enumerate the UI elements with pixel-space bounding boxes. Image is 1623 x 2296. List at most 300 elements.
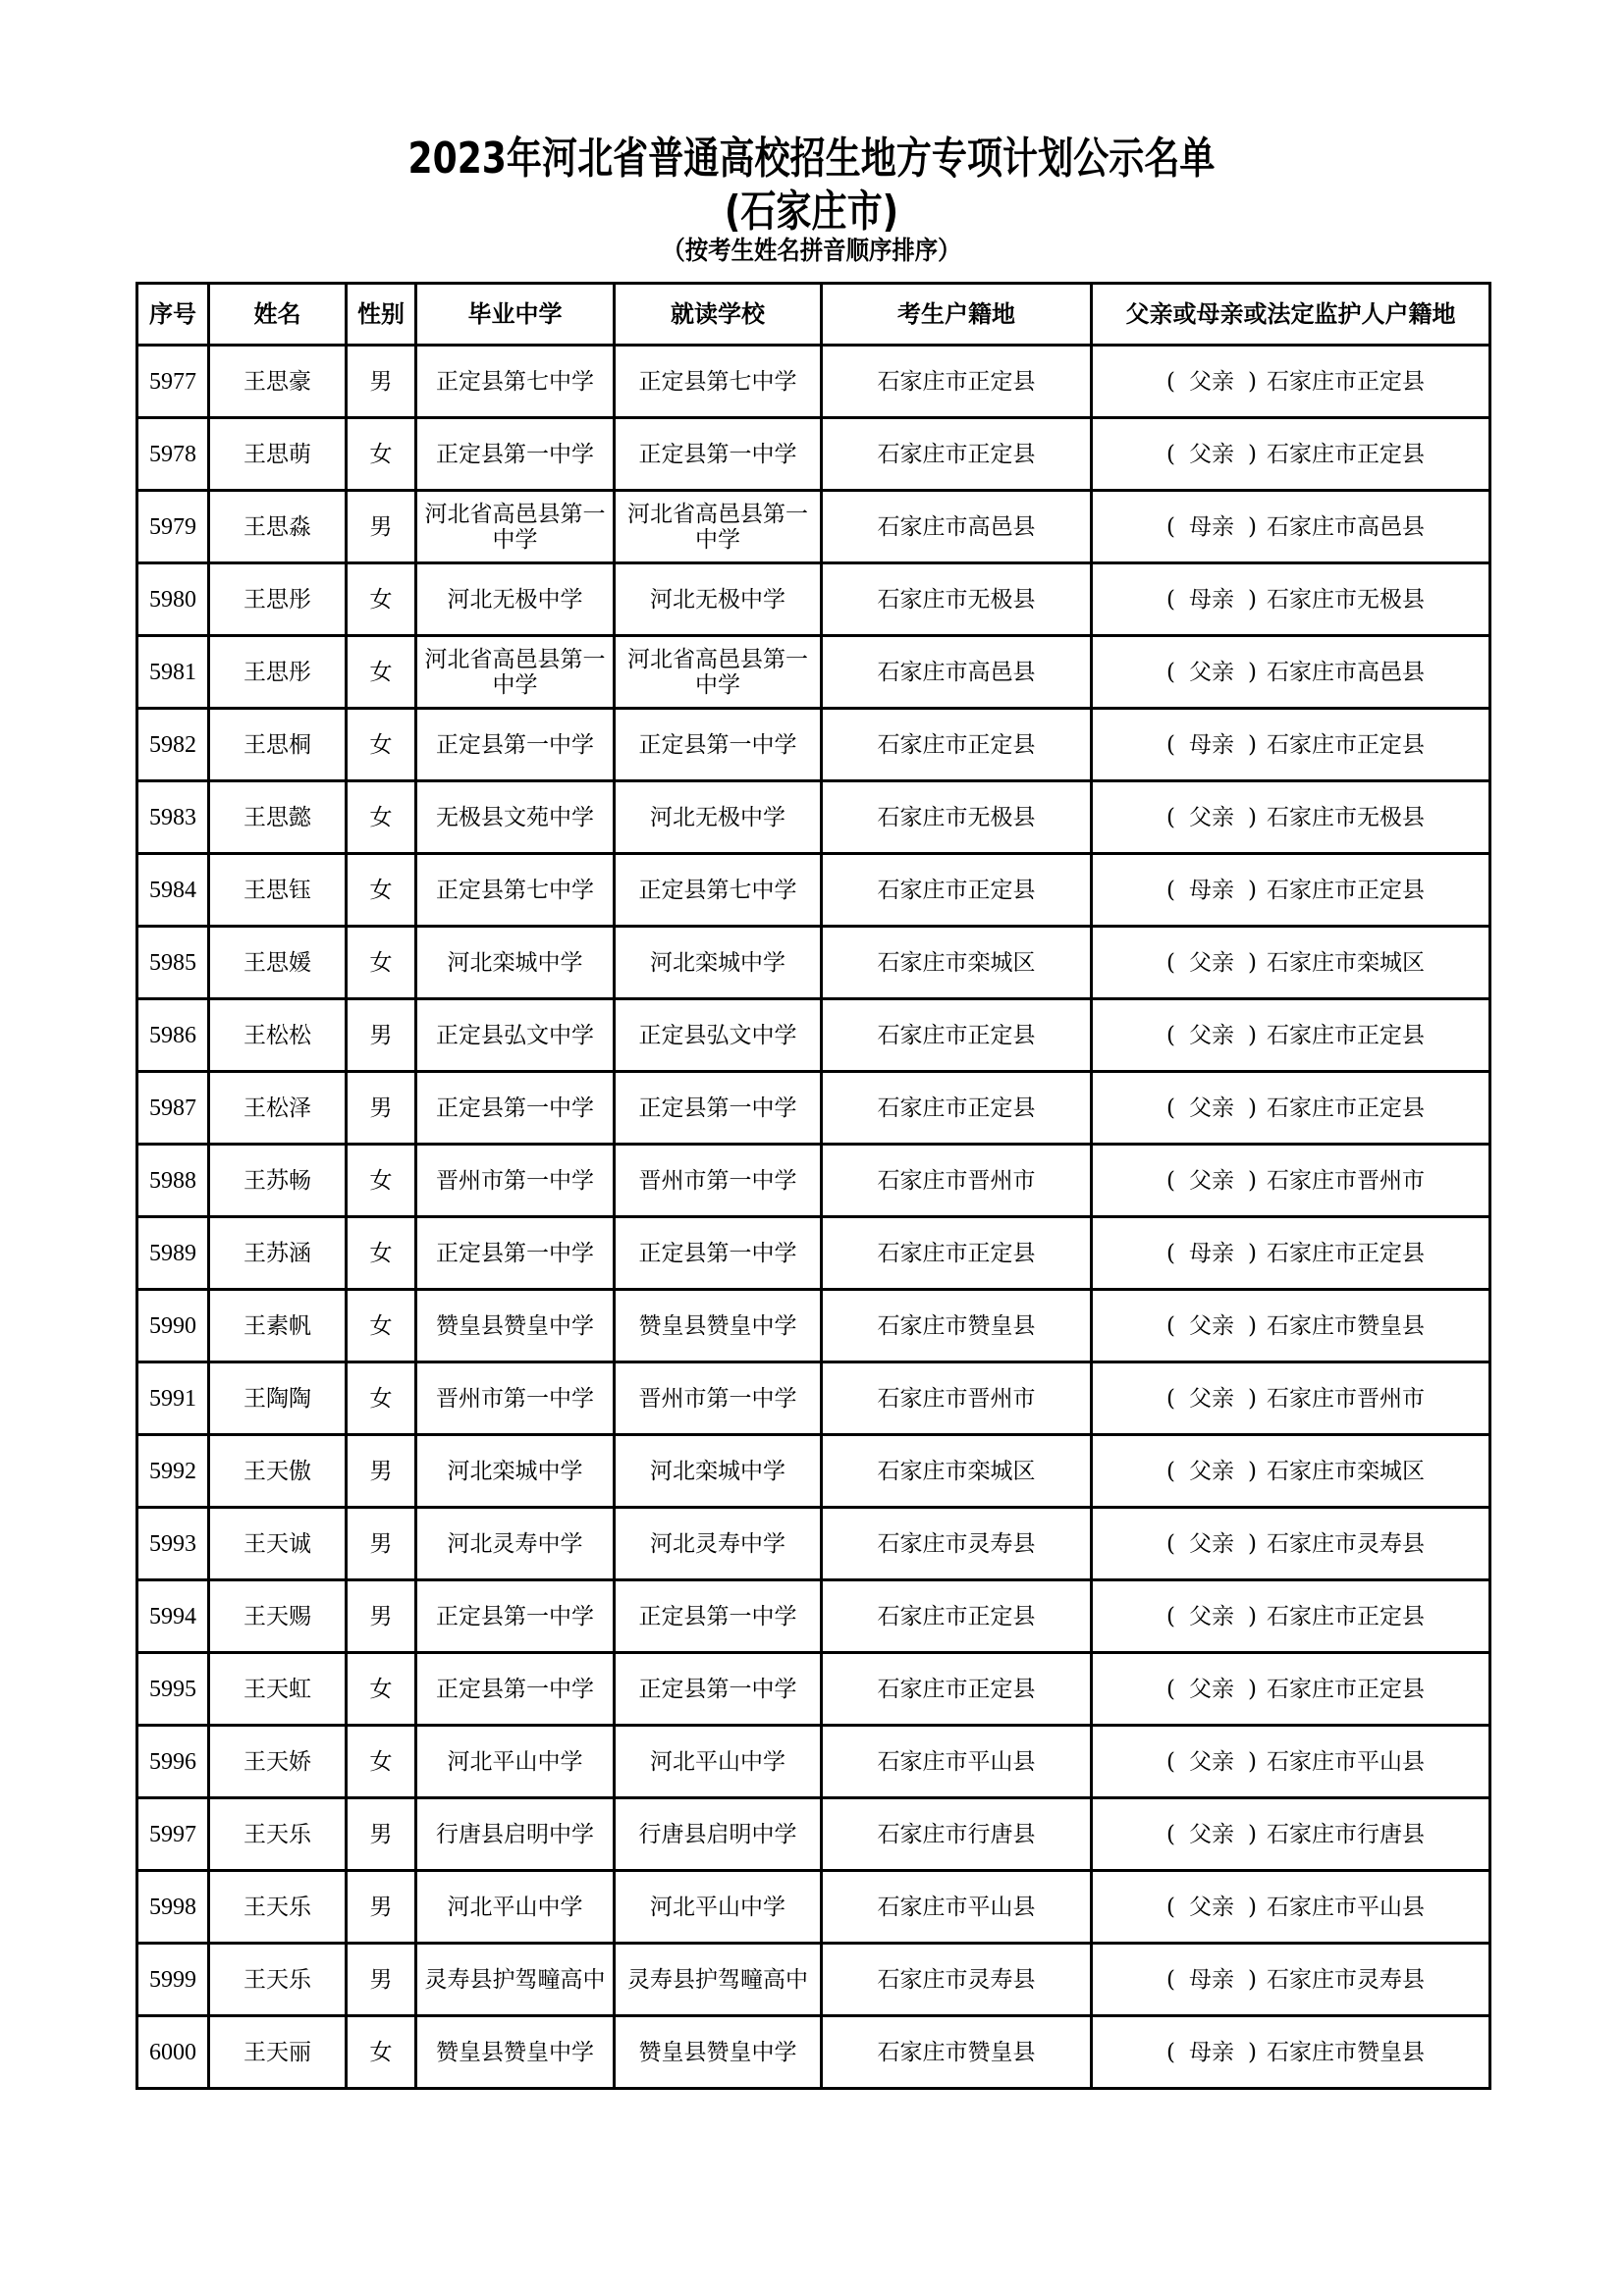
cell-graduation-school: 赞皇县赞皇中学 [416,2016,615,2089]
cell-current-school: 行唐县启明中学 [615,1798,822,1871]
cell-current-school: 河北无极中学 [615,563,822,636]
close-paren: ) [1248,1095,1257,1121]
parent-hukou-location: 石家庄市正定县 [1266,1240,1425,1266]
cell-current-school: 正定县第一中学 [615,1580,822,1653]
parent-relation: 母亲 [1189,731,1234,758]
table-row [137,636,1490,709]
cell-sex: 女 [347,1217,416,1290]
table-body [137,346,1490,2089]
cell-serial-no: 5996 [137,1726,209,1798]
parent-relation: 父亲 [1189,1458,1234,1484]
open-paren: ( [1166,1095,1175,1121]
cell-sex: 男 [347,1435,416,1508]
cell-sex: 男 [347,999,416,1072]
cell-graduation-school: 正定县第七中学 [416,854,615,927]
open-paren: ( [1166,368,1175,395]
cell-parent-hukou [1092,1798,1490,1871]
cell-name: 王素帆 [209,1290,347,1362]
cell-serial-no: 5978 [137,418,209,491]
cell-name: 王思钰 [209,854,347,927]
cell-graduation-school: 正定县第一中学 [416,1217,615,1290]
table-row [137,2016,1490,2089]
table-row [137,1871,1490,1944]
header-parent-hukou: 父亲或母亲或法定监护人户籍地 [1092,284,1490,346]
close-paren: ) [1248,1167,1257,1194]
cell-name: 王思萌 [209,418,347,491]
table-row [137,418,1490,491]
cell-graduation-school: 无极县文苑中学 [416,781,615,854]
cell-serial-no: 5995 [137,1653,209,1726]
close-paren: ) [1248,586,1257,613]
cell-current-school: 河北栾城中学 [615,1435,822,1508]
close-paren: ) [1248,1530,1257,1557]
cell-graduation-school: 灵寿县护驾疃高中 [416,1944,615,2016]
cell-name: 王天虹 [209,1653,347,1726]
open-paren: ( [1166,731,1175,758]
parent-hukou-location: 石家庄市赞皇县 [1266,2039,1425,2065]
cell-parent-hukou [1092,1072,1490,1145]
parent-relation: 母亲 [1189,1240,1234,1266]
parent-hukou-location: 石家庄市高邑县 [1266,659,1425,685]
cell-current-school: 晋州市第一中学 [615,1145,822,1217]
table-row [137,1072,1490,1145]
cell-student-hukou: 石家庄市赞皇县 [822,2016,1092,2089]
cell-name: 王陶陶 [209,1362,347,1435]
close-paren: ) [1248,1022,1257,1048]
cell-serial-no: 5990 [137,1290,209,1362]
table-row [137,781,1490,854]
table-row [137,1290,1490,1362]
cell-graduation-school: 河北无极中学 [416,563,615,636]
close-paren: ) [1248,804,1257,830]
open-paren: ( [1166,1966,1175,1993]
cell-current-school: 河北无极中学 [615,781,822,854]
close-paren: ) [1248,1966,1257,1993]
close-paren: ) [1248,949,1257,976]
cell-sex: 男 [347,1944,416,2016]
cell-graduation-school: 赞皇县赞皇中学 [416,1290,615,1362]
cell-student-hukou: 石家庄市正定县 [822,1653,1092,1726]
parent-relation: 父亲 [1189,1748,1234,1775]
cell-name: 王天乐 [209,1798,347,1871]
table-row [137,1798,1490,1871]
cell-name: 王苏涵 [209,1217,347,1290]
parent-relation: 父亲 [1189,1022,1234,1048]
cell-parent-hukou [1092,1435,1490,1508]
open-paren: ( [1166,586,1175,613]
cell-serial-no: 5999 [137,1944,209,2016]
cell-student-hukou: 石家庄市晋州市 [822,1362,1092,1435]
document-subtitle: (石家庄市) [724,187,899,237]
parent-relation: 父亲 [1189,949,1234,976]
close-paren: ) [1248,1894,1257,1920]
open-paren: ( [1166,1748,1175,1775]
parent-hukou-location: 石家庄市正定县 [1266,1022,1425,1048]
cell-parent-hukou [1092,1290,1490,1362]
cell-graduation-school: 河北灵寿中学 [416,1508,615,1580]
table-row [137,1435,1490,1508]
cell-graduation-school: 河北省高邑县第一中学 [416,636,615,709]
parent-hukou-location: 石家庄市无极县 [1266,804,1425,830]
cell-parent-hukou [1092,1871,1490,1944]
parent-relation: 父亲 [1189,1095,1234,1121]
header-name: 姓名 [209,284,347,346]
cell-current-school: 河北灵寿中学 [615,1508,822,1580]
cell-sex: 女 [347,636,416,709]
parent-hukou-location: 石家庄市平山县 [1266,1748,1425,1775]
cell-parent-hukou [1092,563,1490,636]
parent-relation: 父亲 [1189,1894,1234,1920]
cell-sex: 女 [347,781,416,854]
table-row [137,854,1490,927]
cell-serial-no: 5987 [137,1072,209,1145]
cell-student-hukou: 石家庄市栾城区 [822,927,1092,999]
table-row [137,1145,1490,1217]
parent-relation: 母亲 [1189,586,1234,613]
open-paren: ( [1166,1458,1175,1484]
table-row [137,927,1490,999]
open-paren: ( [1166,1821,1175,1847]
cell-graduation-school: 行唐县启明中学 [416,1798,615,1871]
parent-hukou-location: 石家庄市行唐县 [1266,1821,1425,1847]
parent-relation: 父亲 [1189,659,1234,685]
cell-student-hukou: 石家庄市无极县 [822,563,1092,636]
parent-hukou-location: 石家庄市正定县 [1266,1603,1425,1629]
cell-serial-no: 5981 [137,636,209,709]
parent-relation: 父亲 [1189,1530,1234,1557]
cell-graduation-school: 正定县第一中学 [416,1653,615,1726]
cell-current-school: 正定县第一中学 [615,1072,822,1145]
cell-serial-no: 5985 [137,927,209,999]
table-row [137,1217,1490,1290]
cell-current-school: 灵寿县护驾疃高中 [615,1944,822,2016]
cell-name: 王松松 [209,999,347,1072]
parent-hukou-location: 石家庄市高邑县 [1266,513,1425,540]
cell-name: 王思淼 [209,491,347,563]
header-graduation-school: 毕业中学 [416,284,615,346]
cell-graduation-school: 正定县第七中学 [416,346,615,418]
table-row [137,1508,1490,1580]
cell-current-school: 河北平山中学 [615,1871,822,1944]
cell-student-hukou: 石家庄市平山县 [822,1871,1092,1944]
cell-sex: 男 [347,491,416,563]
cell-sex: 女 [347,1362,416,1435]
parent-hukou-location: 石家庄市正定县 [1266,441,1425,467]
cell-student-hukou: 石家庄市正定县 [822,1217,1092,1290]
cell-name: 王天乐 [209,1871,347,1944]
parent-relation: 父亲 [1189,1603,1234,1629]
cell-parent-hukou [1092,781,1490,854]
parent-relation: 母亲 [1189,877,1234,903]
cell-student-hukou: 石家庄市正定县 [822,1072,1092,1145]
close-paren: ) [1248,368,1257,395]
header-serial-no: 序号 [137,284,209,346]
cell-name: 王天赐 [209,1580,347,1653]
close-paren: ) [1248,1748,1257,1775]
cell-parent-hukou [1092,2016,1490,2089]
cell-parent-hukou [1092,1726,1490,1798]
parent-relation: 父亲 [1189,368,1234,395]
cell-student-hukou: 石家庄市正定县 [822,346,1092,418]
cell-serial-no: 5980 [137,563,209,636]
cell-student-hukou: 石家庄市高邑县 [822,491,1092,563]
parent-hukou-location: 石家庄市无极县 [1266,586,1425,613]
cell-sex: 女 [347,927,416,999]
cell-parent-hukou [1092,1580,1490,1653]
cell-graduation-school: 河北平山中学 [416,1726,615,1798]
cell-current-school: 正定县第一中学 [615,418,822,491]
parent-hukou-location: 石家庄市晋州市 [1266,1385,1425,1412]
cell-parent-hukou [1092,346,1490,418]
close-paren: ) [1248,2039,1257,2065]
cell-parent-hukou [1092,854,1490,927]
cell-current-school: 河北省高邑县第一中学 [615,491,822,563]
cell-serial-no: 5997 [137,1798,209,1871]
cell-student-hukou: 石家庄市正定县 [822,709,1092,781]
cell-parent-hukou [1092,491,1490,563]
cell-sex: 男 [347,1580,416,1653]
open-paren: ( [1166,1894,1175,1920]
cell-serial-no: 5983 [137,781,209,854]
cell-parent-hukou [1092,1944,1490,2016]
close-paren: ) [1248,1821,1257,1847]
cell-student-hukou: 石家庄市栾城区 [822,1435,1092,1508]
cell-serial-no: 5984 [137,854,209,927]
cell-current-school: 河北省高邑县第一中学 [615,636,822,709]
cell-serial-no: 5992 [137,1435,209,1508]
cell-name: 王天乐 [209,1944,347,2016]
close-paren: ) [1248,1312,1257,1339]
cell-serial-no: 5988 [137,1145,209,1217]
parent-hukou-location: 石家庄市灵寿县 [1266,1966,1425,1993]
close-paren: ) [1248,659,1257,685]
cell-parent-hukou [1092,636,1490,709]
parent-relation: 父亲 [1189,804,1234,830]
cell-parent-hukou [1092,418,1490,491]
parent-relation: 父亲 [1189,1312,1234,1339]
cell-current-school: 赞皇县赞皇中学 [615,2016,822,2089]
close-paren: ) [1248,877,1257,903]
parent-relation: 父亲 [1189,1167,1234,1194]
cell-sex: 男 [347,346,416,418]
roster-table [135,282,1491,2090]
cell-sex: 男 [347,1072,416,1145]
cell-parent-hukou [1092,999,1490,1072]
cell-parent-hukou [1092,709,1490,781]
cell-current-school: 赞皇县赞皇中学 [615,1290,822,1362]
table-row [137,709,1490,781]
cell-sex: 男 [347,1508,416,1580]
cell-student-hukou: 石家庄市正定县 [822,854,1092,927]
table-row [137,563,1490,636]
open-paren: ( [1166,877,1175,903]
cell-graduation-school: 河北省高邑县第一中学 [416,491,615,563]
cell-graduation-school: 河北平山中学 [416,1871,615,1944]
parent-relation: 母亲 [1189,513,1234,540]
cell-graduation-school: 正定县第一中学 [416,1072,615,1145]
open-paren: ( [1166,1312,1175,1339]
cell-graduation-school: 晋州市第一中学 [416,1145,615,1217]
close-paren: ) [1248,513,1257,540]
cell-name: 王天傲 [209,1435,347,1508]
cell-parent-hukou [1092,1508,1490,1580]
cell-serial-no: 5989 [137,1217,209,1290]
parent-hukou-location: 石家庄市正定县 [1266,1095,1425,1121]
cell-parent-hukou [1092,1145,1490,1217]
open-paren: ( [1166,659,1175,685]
sort-note: （按考生姓名拼音顺序排序） [662,237,961,266]
cell-student-hukou: 石家庄市正定县 [822,999,1092,1072]
cell-sex: 女 [347,418,416,491]
parent-hukou-location: 石家庄市正定县 [1266,731,1425,758]
cell-sex: 女 [347,1653,416,1726]
cell-current-school: 河北栾城中学 [615,927,822,999]
parent-hukou-location: 石家庄市正定县 [1266,877,1425,903]
table-row [137,1362,1490,1435]
parent-relation: 母亲 [1189,1966,1234,1993]
table-header-row [137,284,1490,346]
cell-name: 王思彤 [209,636,347,709]
header-sex: 性别 [347,284,416,346]
open-paren: ( [1166,1530,1175,1557]
parent-relation: 父亲 [1189,441,1234,467]
cell-student-hukou: 石家庄市正定县 [822,418,1092,491]
cell-name: 王思懿 [209,781,347,854]
cell-graduation-school: 晋州市第一中学 [416,1362,615,1435]
cell-sex: 女 [347,2016,416,2089]
cell-parent-hukou [1092,1362,1490,1435]
cell-sex: 女 [347,1726,416,1798]
cell-name: 王松泽 [209,1072,347,1145]
cell-sex: 男 [347,1871,416,1944]
table-row [137,346,1490,418]
cell-parent-hukou [1092,1653,1490,1726]
cell-parent-hukou [1092,927,1490,999]
close-paren: ) [1248,1240,1257,1266]
cell-sex: 女 [347,709,416,781]
parent-hukou-location: 石家庄市正定县 [1266,1676,1425,1702]
cell-current-school: 河北平山中学 [615,1726,822,1798]
close-paren: ) [1248,1603,1257,1629]
header-current-school: 就读学校 [615,284,822,346]
open-paren: ( [1166,1022,1175,1048]
cell-name: 王天娇 [209,1726,347,1798]
parent-hukou-location: 石家庄市栾城区 [1266,1458,1425,1484]
open-paren: ( [1166,441,1175,467]
cell-graduation-school: 正定县弘文中学 [416,999,615,1072]
cell-serial-no: 6000 [137,2016,209,2089]
cell-sex: 女 [347,854,416,927]
parent-hukou-location: 石家庄市灵寿县 [1266,1530,1425,1557]
close-paren: ) [1248,1676,1257,1702]
close-paren: ) [1248,731,1257,758]
cell-name: 王天丽 [209,2016,347,2089]
cell-serial-no: 5998 [137,1871,209,1944]
table-row [137,1653,1490,1726]
cell-parent-hukou [1092,1217,1490,1290]
cell-student-hukou: 石家庄市高邑县 [822,636,1092,709]
cell-sex: 女 [347,1145,416,1217]
parent-hukou-location: 石家庄市晋州市 [1266,1167,1425,1194]
cell-student-hukou: 石家庄市正定县 [822,1580,1092,1653]
cell-current-school: 正定县第七中学 [615,854,822,927]
close-paren: ) [1248,441,1257,467]
cell-current-school: 正定县弘文中学 [615,999,822,1072]
cell-student-hukou: 石家庄市晋州市 [822,1145,1092,1217]
cell-student-hukou: 石家庄市灵寿县 [822,1944,1092,2016]
open-paren: ( [1166,1167,1175,1194]
parent-relation: 母亲 [1189,2039,1234,2065]
cell-student-hukou: 石家庄市无极县 [822,781,1092,854]
cell-student-hukou: 石家庄市灵寿县 [822,1508,1092,1580]
cell-graduation-school: 河北栾城中学 [416,1435,615,1508]
cell-current-school: 正定县第一中学 [615,1653,822,1726]
open-paren: ( [1166,1385,1175,1412]
cell-serial-no: 5982 [137,709,209,781]
cell-name: 王天诚 [209,1508,347,1580]
open-paren: ( [1166,804,1175,830]
cell-serial-no: 5986 [137,999,209,1072]
cell-student-hukou: 石家庄市行唐县 [822,1798,1092,1871]
parent-hukou-location: 石家庄市赞皇县 [1266,1312,1425,1339]
cell-name: 王思豪 [209,346,347,418]
parent-relation: 父亲 [1189,1385,1234,1412]
cell-name: 王苏畅 [209,1145,347,1217]
cell-graduation-school: 正定县第一中学 [416,1580,615,1653]
parent-hukou-location: 石家庄市栾城区 [1266,949,1425,976]
cell-student-hukou: 石家庄市平山县 [822,1726,1092,1798]
header-student-hukou: 考生户籍地 [822,284,1092,346]
parent-hukou-location: 石家庄市平山县 [1266,1894,1425,1920]
cell-current-school: 晋州市第一中学 [615,1362,822,1435]
parent-hukou-location: 石家庄市正定县 [1266,368,1425,395]
cell-serial-no: 5994 [137,1580,209,1653]
open-paren: ( [1166,513,1175,540]
close-paren: ) [1248,1385,1257,1412]
document-title: 2023年河北省普通高校招生地方专项计划公示名单 [407,133,1216,184]
cell-serial-no: 5979 [137,491,209,563]
cell-graduation-school: 正定县第一中学 [416,418,615,491]
open-paren: ( [1166,1603,1175,1629]
table-row [137,1580,1490,1653]
table-row [137,1726,1490,1798]
cell-sex: 女 [347,563,416,636]
open-paren: ( [1166,1676,1175,1702]
cell-name: 王思彤 [209,563,347,636]
cell-graduation-school: 河北栾城中学 [416,927,615,999]
parent-relation: 父亲 [1189,1821,1234,1847]
cell-serial-no: 5993 [137,1508,209,1580]
cell-current-school: 正定县第一中学 [615,709,822,781]
cell-current-school: 正定县第七中学 [615,346,822,418]
cell-current-school: 正定县第一中学 [615,1217,822,1290]
table-row [137,999,1490,1072]
cell-serial-no: 5977 [137,346,209,418]
cell-serial-no: 5991 [137,1362,209,1435]
cell-sex: 男 [347,1798,416,1871]
cell-name: 王思媛 [209,927,347,999]
parent-relation: 父亲 [1189,1676,1234,1702]
cell-student-hukou: 石家庄市赞皇县 [822,1290,1092,1362]
close-paren: ) [1248,1458,1257,1484]
table-row [137,491,1490,563]
open-paren: ( [1166,949,1175,976]
table-row [137,1944,1490,2016]
open-paren: ( [1166,2039,1175,2065]
cell-name: 王思桐 [209,709,347,781]
cell-graduation-school: 正定县第一中学 [416,709,615,781]
cell-sex: 女 [347,1290,416,1362]
